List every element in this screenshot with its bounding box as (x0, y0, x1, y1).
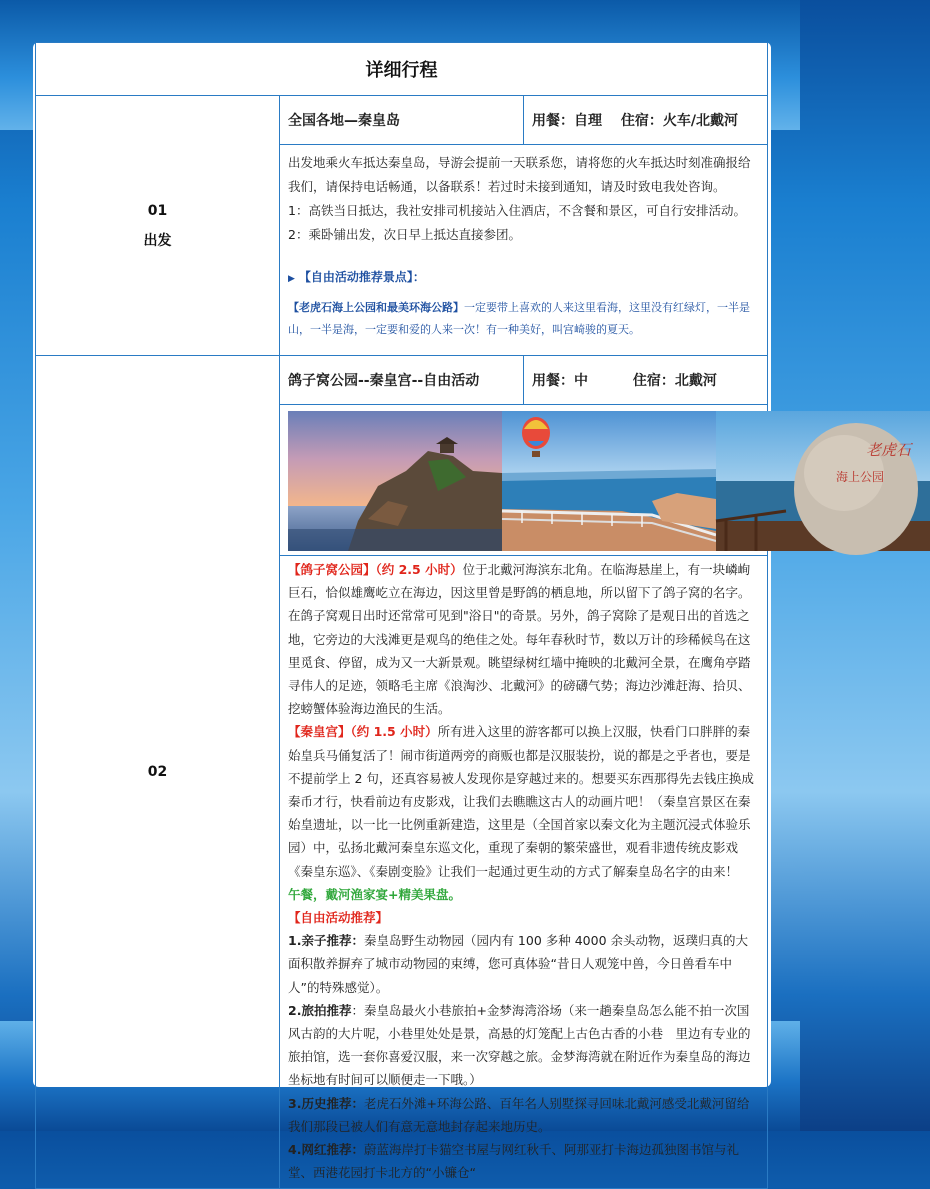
triangle-bullet-icon: ▶ (288, 274, 295, 284)
day1-number: 01 (147, 202, 168, 219)
itinerary-table (35, 42, 912, 1189)
recommend-1-text: 秦皇岛野生动物园（园内有 100 多种 4000 余头动物，返璞归真的大面积散养摒弃了城市动物园的束缚，您可真体验“昔日人观笼中兽，今日兽看车中人”的特殊感觉）。 (288, 933, 749, 995)
recommend-3-key: 3.历史推荐： (288, 1095, 364, 1111)
day1-meal: 用餐：自理 (532, 113, 602, 129)
day2-free-title: 【自由活动推荐】 (288, 910, 389, 926)
photo3-caption: 老虎石 (866, 441, 912, 459)
day1-tip-name: 【老虎石海上公园和最美环海公路】 (288, 301, 464, 314)
recommend-2 (288, 999, 759, 1092)
day1-number-cell (36, 96, 280, 356)
day2-section-palace (288, 720, 759, 882)
day1-label: 出发 (143, 232, 172, 249)
photo3-caption-2: 海上公园 (836, 470, 885, 484)
photo-tiger-stone (716, 411, 930, 551)
recommend-4-key: 4.网红推荐： (288, 1142, 364, 1158)
day1-option-1: 1：高铁当日抵达，我社安排司机接站入住酒店，不含餐和景区，可自行安排活动。 (288, 203, 746, 218)
day2-pigeon-text: 位于北戴河海滨东北角。在临海悬崖上，有一块嶙峋巨石，恰似雄鹰屹立在海边，因这里曾是野鸽的栖息地，所以留下了鸽子窝的名字。在鸽子窝观日出时还常常可见到"浴日"的奇景。另外，鸽子窝除了是观日出的首选之地，它旁边的大浅滩更是观鸟的绝佳之处。每年春秋时节，数以万计的珍稀候鸟在这里觅食、停留，成为又一大新景观。眺望绿树红墙中掩映的北戴河全景，在鹰角亭踏寻伟人的足迹，领略毛主席《浪淘沙、北戴河》的磅礴气势；海边沙滩赶海、拾贝、挖螃蟹体验海边渔民的生活。 (288, 562, 751, 717)
day2-photos-cell (280, 405, 912, 556)
recommend-1-key: 1.亲子推荐： (288, 933, 364, 949)
recommend-3 (288, 1092, 759, 1138)
day2-pigeon-title: 【鸽子窝公园】（约 2.5 小时） (288, 562, 463, 577)
day2-body (280, 556, 768, 1189)
day1-tip-heading-text: 【自由活动推荐景点】： (298, 270, 425, 284)
day2-stay: 住宿：北戴河 (632, 373, 717, 389)
day2-meal: 用餐：中 (532, 373, 588, 389)
recommend-3-text: 老虎石外滩+环海公路、百年名人别墅探寻回味北戴河感受北戴河留给我们那段已被人们有意无意地封存起来地历史。 (288, 1095, 750, 1134)
day2-number: 02 (147, 764, 168, 781)
day2-section-pigeon (288, 558, 759, 720)
day1-tip-body (288, 297, 759, 341)
recommend-2-text: ：秦皇岛最火小巷旅拍+金梦海湾浴场（来一趟秦皇岛怎么能不拍一次国风古韵的大片呢，小巷里处处是景，高悬的灯笼配上古色古香的小巷 里边有专业的旅拍馆，选一套你喜爱汉服，来一次穿越之旅。金梦海湾就在附近作为秦皇岛的海边坐标地有时间可以顺便走一下哦。） (288, 1002, 751, 1088)
recommend-4-text: 蔚蓝海岸打卡猫空书屋与网红秋千、阿那亚打卡海边孤独图书馆与礼堂、西港花园打卡北方的“小镰仓“ (288, 1142, 739, 1181)
day2-palace-title: 【秦皇宫】（约 1.5 小时） (288, 724, 438, 740)
itinerary-card (33, 42, 912, 1181)
day1-tip-text: 一定要带上喜欢的人来这里看海，这里没有红绿灯，一半是山，一半是海，一定要和爱的人来一次！有一种美好，叫宫崎骏的夏天。 (288, 301, 750, 336)
recommend-4 (288, 1138, 759, 1184)
recommend-1 (288, 929, 759, 999)
day2-lunch: 午餐，戴河渔家宴+精美果盘。 (288, 886, 461, 902)
photo-pigeon-nest-cliff (288, 411, 502, 551)
day2-photos (280, 405, 912, 555)
recommend-2-key: 2.旅拍推荐 (288, 1002, 352, 1018)
day2-meal-stay (524, 356, 768, 405)
day1-meal-stay (524, 96, 768, 145)
photo-balloon-boardwalk (502, 411, 716, 551)
day2-palace-text: 所有进入这里的游客都可以换上汉服，快看门口胖胖的秦始皇兵马俑复活了！闹市街道两旁的商贩也都是汉服装扮，说的都是之乎者也，要是不提前学上 2 句，还真容易被人发现你是穿越过来的。想要买东西那得先去钱庄换成秦币才行，快看前边有皮影戏，让我们去瞧瞧这古人的动画片吧！（秦皇宫景区在秦始皇遗址，以一比一比例重新建造，这里是（全国首家以秦文化为主题沉浸式体验乐园）中，弘扬北戴河秦皇东巡文化，重现了秦朝的繁荣盛世，观看非遗传统皮影戏《秦皇东巡》、《秦剧变脸》让我们一起通过更生动的方式了解秦皇岛名字的由来！ (288, 724, 754, 879)
day1-stay: 住宿：火车/北戴河 (620, 113, 738, 129)
day2-route: 鸽子窝公园--秦皇宫--自由活动 (280, 356, 524, 405)
day1-body (280, 145, 768, 356)
day1-tip-heading (288, 265, 759, 291)
day2-number-cell (36, 356, 280, 1189)
day1-route: 全国各地—秦皇岛 (280, 96, 524, 145)
day1-option-2: 2：乘卧铺出发，次日早上抵达直接参团。 (288, 227, 521, 242)
page-title: 详细行程 (36, 43, 768, 96)
day1-paragraph: 出发地乘火车抵达秦皇岛，导游会提前一天联系您，请将您的火车抵达时刻准确报给我们，请保持电话畅通，以备联系！若过时未接到通知，请及时致电我处咨询。 (288, 155, 751, 194)
